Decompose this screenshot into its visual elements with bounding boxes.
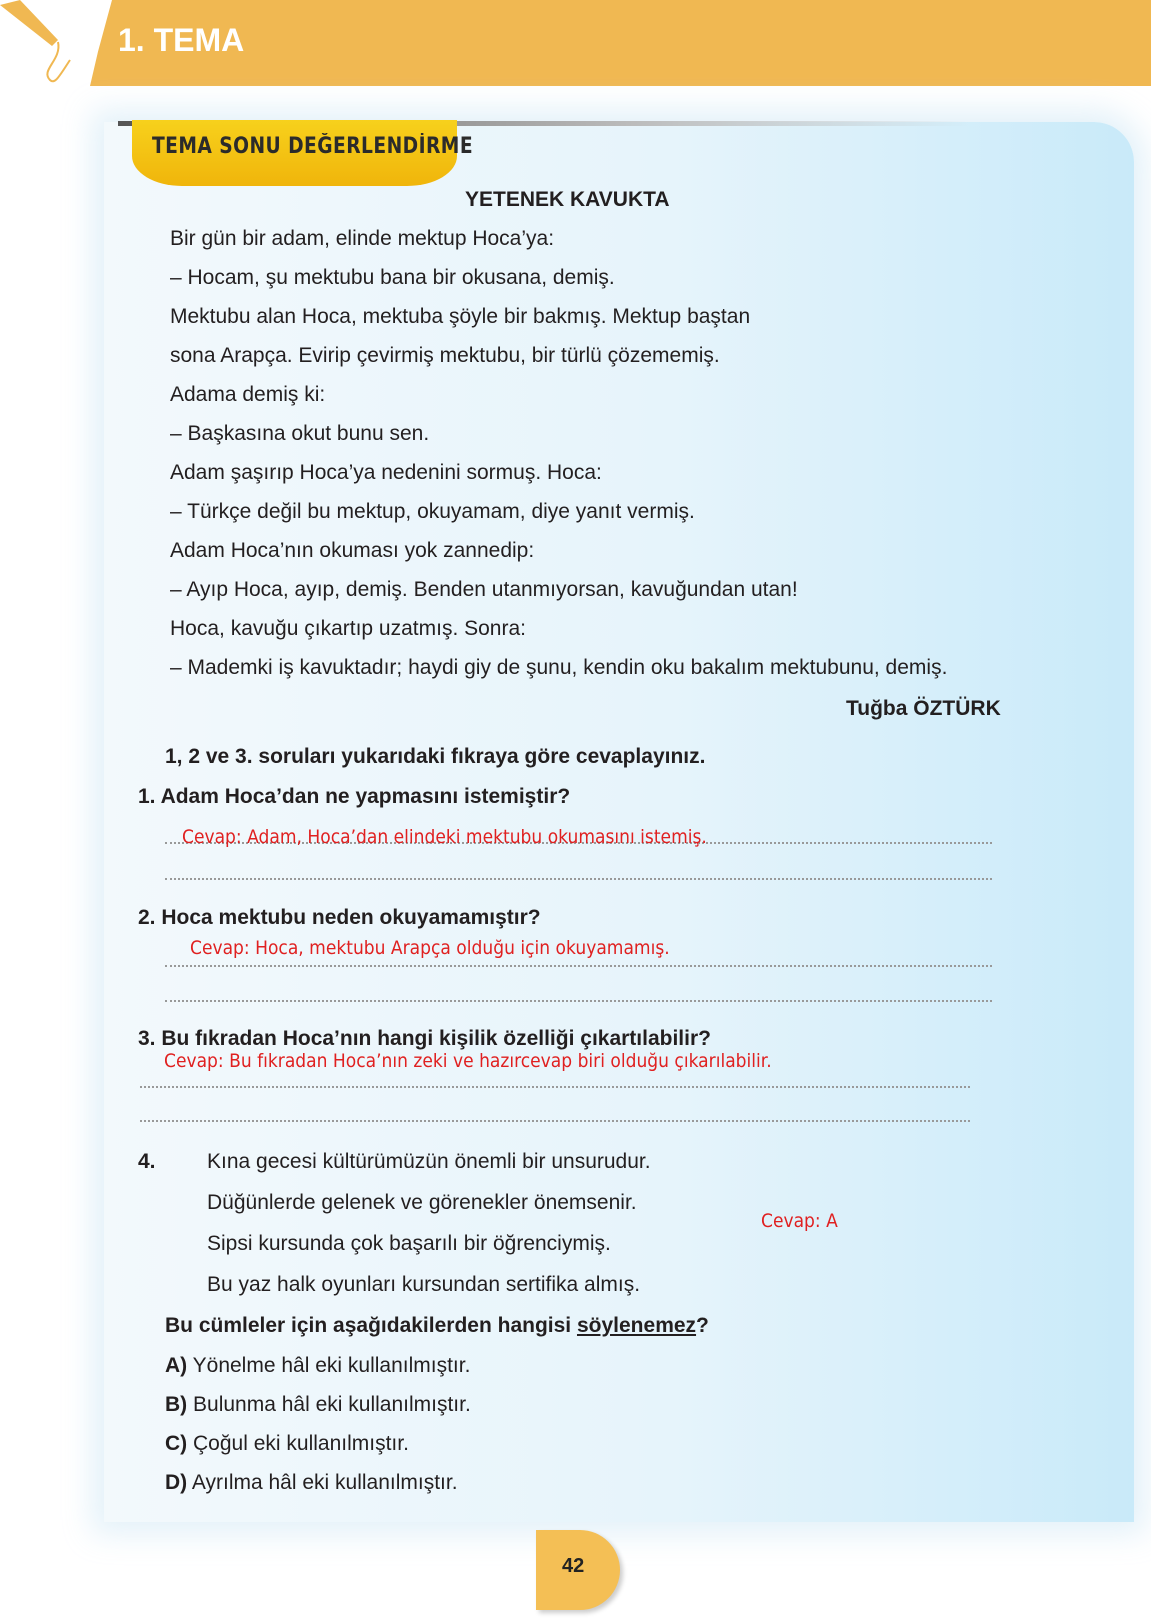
story-line: Adama demiş ki: — [170, 383, 326, 406]
question-3: 3. Bu fıkradan Hoca’nın hangi kişilik özelliği çıkartılabilir? — [138, 1027, 711, 1050]
answer-line — [165, 1000, 992, 1002]
story-line: – Ayıp Hoca, ayıp, demiş. Benden utanmıyorsan, kavuğundan utan! — [170, 578, 798, 601]
option-key: C) — [165, 1432, 188, 1455]
story-author: Tuğba ÖZTÜRK — [846, 697, 1001, 720]
option-text: Çoğul eki kullanılmıştır. — [193, 1432, 409, 1455]
header-bar — [90, 0, 1151, 86]
option-text: Bulunma hâl eki kullanılmıştır. — [193, 1393, 471, 1416]
prompt-underlined: söylenemez — [576, 1314, 697, 1337]
answer-line — [140, 1120, 970, 1122]
q4-sentence: Düğünlerde gelenek ve görenekler önemsenir. — [207, 1191, 637, 1214]
story-line: Adam şaşırıp Hoca’ya nedenini sormuş. Hoca: — [170, 461, 602, 484]
question-4-number: 4. — [138, 1150, 156, 1173]
page-number: 42 — [562, 1555, 585, 1577]
story-line: Hoca, kavuğu çıkartıp uzatmış. Sonra: — [170, 617, 526, 640]
section-title: TEMA SONU DEĞERLENDİRME — [152, 134, 474, 159]
story-line: Bir gün bir adam, elinde mektup Hoca’ya: — [170, 227, 555, 250]
answer-line — [140, 1086, 970, 1088]
answer-2: Cevap: Hoca, mektubu Arapça olduğu için okuyamamış. — [190, 937, 670, 959]
option-c — [165, 1432, 409, 1456]
q4-sentence: Kına gecesi kültürümüzün önemli bir unsurudur. — [207, 1150, 651, 1173]
question-1: 1. Adam Hoca’dan ne yapmasını istemiştir? — [138, 785, 571, 808]
option-b — [165, 1393, 471, 1417]
story-line: sona Arapça. Evirip çevirmiş mektubu, bir türlü çözememiş. — [170, 344, 720, 367]
instruction: 1, 2 ve 3. soruları yukarıdaki fıkraya göre cevaplayınız. — [165, 745, 706, 768]
option-text: Yönelme hâl eki kullanılmıştır. — [192, 1354, 471, 1377]
story-line: – Mademki iş kavuktadır; haydi giy de şunu, kendin oku bakalım mektubunu, demiş. — [170, 656, 948, 679]
answer-3: Cevap: Bu fıkradan Hoca’nın zeki ve hazırcevap biri olduğu çıkarılabilir. — [164, 1050, 772, 1072]
option-d — [165, 1471, 458, 1495]
pen-icon — [0, 0, 95, 95]
story-line: – Başkasına okut bunu sen. — [170, 422, 430, 445]
story-line: Mektubu alan Hoca, mektuba şöyle bir bakmış. Mektup baştan — [170, 305, 751, 328]
story-line: Adam Hoca’nın okuması yok zannedip: — [170, 539, 535, 562]
answer-4: Cevap: A — [761, 1210, 838, 1232]
q4-sentence: Sipsi kursunda çok başarılı bir öğrenciymiş. — [207, 1232, 611, 1255]
option-text: Ayrılma hâl eki kullanılmıştır. — [191, 1471, 458, 1494]
answer-line — [165, 878, 992, 880]
answer-line — [165, 965, 992, 967]
story-line: – Hocam, şu mektubu bana bir okusana, demiş. — [170, 266, 615, 289]
option-key: B) — [165, 1393, 188, 1416]
prompt-text: Bu cümleler için aşağıdakilerden hangisi — [165, 1314, 577, 1337]
story-title: YETENEK KAVUKTA — [465, 188, 670, 211]
chapter-title: 1. TEMA — [118, 22, 245, 58]
option-key: D) — [165, 1471, 188, 1494]
prompt-mark: ? — [696, 1314, 709, 1337]
content-panel — [104, 122, 1134, 1522]
q4-prompt — [165, 1314, 709, 1338]
answer-1: Cevap: Adam, Hoca’dan elindeki mektubu okumasını istemiş. — [182, 826, 707, 848]
question-2: 2. Hoca mektubu neden okuyamamıştır? — [138, 906, 541, 929]
story-line: – Türkçe değil bu mektup, okuyamam, diye yanıt vermiş. — [170, 500, 695, 523]
option-key: A) — [165, 1354, 188, 1377]
q4-sentence: Bu yaz halk oyunları kursundan sertifika almış. — [207, 1273, 641, 1296]
option-a — [165, 1354, 470, 1378]
